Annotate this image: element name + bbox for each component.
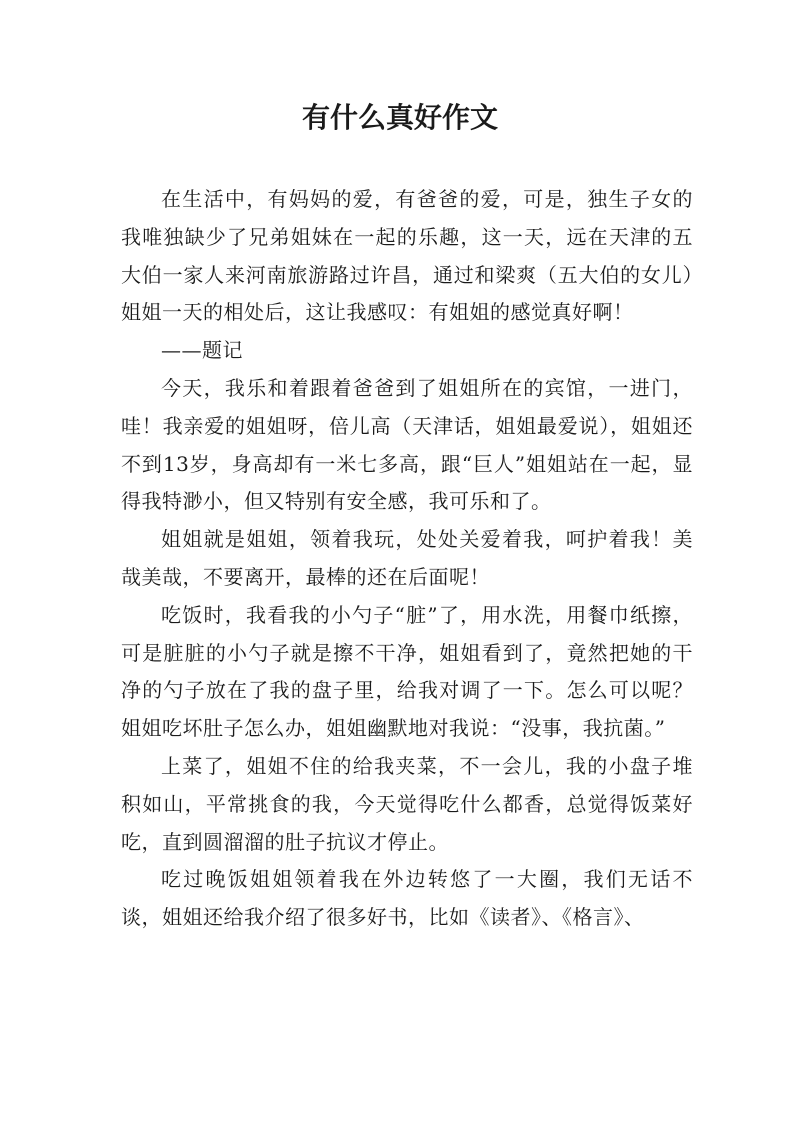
document-body: [121, 181, 693, 937]
paragraph-arrival: 今天，我乐和着跟着爸爸到了姐姐所在的宾馆，一进门，哇！我亲爱的姐姐呀，倍儿高（天津话，姐姐最爱说），姐姐还不到13岁，身高却有一米七多高，跟“巨人”姐姐站在一起，显得我特渺小，但又特别有安全感，我可乐和了。: [121, 375, 693, 514]
paragraph-sister: 姐姐就是姐姐，领着我玩，处处关爱着我，呵护着我！美哉美哉，不要离开，最棒的还在后面呢！: [121, 527, 693, 589]
paragraph-spoon: 吃饭时，我看我的小勺子“脏”了，用水洗，用餐巾纸擦，可是脏脏的小勺子就是擦不干净，姐姐看到了，竟然把她的干净的勺子放在了我的盘子里，给我对调了一下。怎么可以呢？姐姐吃坏肚子怎么办，姐姐幽默地对我说：“没事，我抗菌。”: [121, 602, 693, 741]
paragraph-intro: 在生活中，有妈妈的爱，有爸爸的爱，可是，独生子女的我唯独缺少了兄弟姐妹在一起的乐趣，这一天，远在天津的五大伯一家人来河南旅游路过许昌，通过和梁爽（五大伯的女儿）姐姐一天的相处后，这让我感叹：有姐姐的感觉真好啊！: [121, 187, 693, 325]
paragraph-dishes: 上菜了，姐姐不住的给我夹菜，不一会儿，我的小盘子堆积如山，平常挑食的我，今天觉得吃什么都香，总觉得饭菜好吃，直到圆溜溜的肚子抗议才停止。: [121, 753, 693, 854]
document-title: 有什么真好作文: [301, 101, 498, 134]
paragraph-epigraph: ——题记: [161, 338, 243, 363]
paragraph-walk: 吃过晚饭姐姐领着我在外边转悠了一大圈，我们无话不谈，姐姐还给我介绍了很多好书，比如《读者》、《格言》、: [121, 867, 693, 930]
